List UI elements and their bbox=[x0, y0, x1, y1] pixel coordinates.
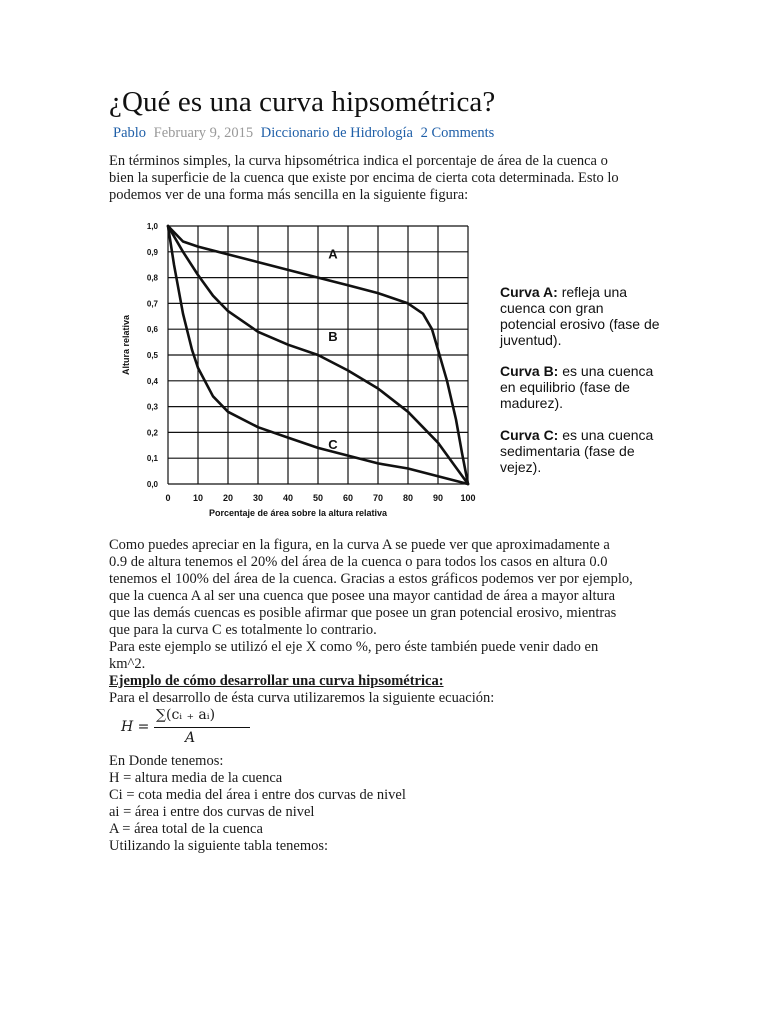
legend-curve-c-text-1: es una cuenca bbox=[558, 427, 654, 443]
category-link[interactable]: Diccionario de Hidrología bbox=[260, 125, 413, 141]
y-axis-label: Altura relativa bbox=[121, 314, 131, 376]
explanation-line-7: Para este ejemplo se utilizó el eje X como %, pero éste también puede venir dado en bbox=[109, 639, 599, 655]
formula-lhs: H = bbox=[121, 719, 150, 735]
example-intro: Para el desarrollo de ésta curva utilizaremos la siguiente ecuación: bbox=[109, 690, 495, 706]
intro-line-1: En términos simples, la curva hipsométrica indica el porcentaje de área de la cuenca o bbox=[109, 153, 608, 169]
x-tick-label: 20 bbox=[222, 493, 234, 503]
example-heading: Ejemplo de cómo desarrollar una curva hipsométrica: bbox=[109, 673, 444, 689]
legend-curve-b-text-3: madurez). bbox=[500, 395, 564, 411]
article-title: ¿Qué es una curva hipsométrica? bbox=[109, 86, 496, 118]
table-intro: Utilizando la siguiente tabla tenemos: bbox=[109, 838, 329, 854]
mean-height-formula bbox=[121, 705, 261, 750]
definition-h: H = altura media de la cuenca bbox=[109, 770, 283, 786]
formula-denominator: A bbox=[185, 730, 196, 746]
x-axis-label: Porcentaje de área sobre la altura relativa bbox=[208, 508, 388, 518]
legend-curve-c-title: Curva C: bbox=[500, 427, 559, 443]
x-tick-label: 100 bbox=[460, 493, 476, 503]
post-meta bbox=[113, 125, 494, 142]
fraction-bar bbox=[154, 727, 250, 728]
explanation-line-3: tenemos el 100% del área de la cuenca. Gracias a estos gráficos podemos ver por ejemplo, bbox=[109, 571, 633, 587]
explanation-line-2: 0.9 de altura tenemos el 20% del área de la cuenca o para todos los casos en altura 0.0 bbox=[109, 554, 608, 570]
legend-curve-b-text-2: en equilibrio (fase de bbox=[500, 379, 630, 395]
x-tick-label: 70 bbox=[372, 493, 384, 503]
x-tick-label: 90 bbox=[432, 493, 444, 503]
where-label: En Donde tenemos: bbox=[109, 753, 224, 769]
definition-a: A = área total de la cuenca bbox=[109, 821, 263, 837]
explanation-line-8: km^2. bbox=[109, 656, 146, 672]
x-tick-label: 60 bbox=[342, 493, 354, 503]
legend-curve-a bbox=[500, 284, 700, 348]
x-tick-label: 40 bbox=[282, 493, 294, 503]
y-tick-label: 0,9 bbox=[146, 247, 158, 257]
legend-curve-a-text-3: potencial erosivo (fase de bbox=[500, 316, 660, 332]
legend-curve-c-text-3: vejez). bbox=[500, 459, 542, 475]
y-tick-label: 0,5 bbox=[146, 351, 158, 360]
explanation-line-5: que las demás cuencas es posible afirmar que posee un gran potencial erosivo, mientras bbox=[109, 605, 617, 621]
legend-curve-c bbox=[500, 427, 700, 475]
legend-curve-b-text-1: es una cuenca bbox=[558, 363, 654, 379]
legend-curve-a-text-4: juventud). bbox=[500, 332, 562, 348]
legend-curve-a-text-2: cuenca con gran bbox=[500, 300, 604, 316]
y-tick-label: 0,4 bbox=[146, 376, 158, 386]
intro-line-2: bien la superficie de la cuenca que existe por encima de cierta cota determinada. Esto lo bbox=[109, 170, 619, 186]
x-tick-label: 30 bbox=[252, 493, 264, 503]
x-tick-label: 80 bbox=[402, 493, 414, 503]
y-tick-label: 0,1 bbox=[146, 454, 158, 464]
y-tick-label: 0,7 bbox=[146, 299, 158, 309]
x-tick-label: 10 bbox=[192, 493, 204, 503]
explanation-line-4: que la cuenca A al ser una cuenca que posee una mayor cantidad de área a mayor altura bbox=[109, 588, 616, 604]
y-tick-label: 0,2 bbox=[146, 428, 158, 438]
comments-link[interactable]: 2 Comments bbox=[420, 125, 495, 141]
y-tick-label: 0,0 bbox=[146, 480, 158, 489]
y-tick-label: 0,6 bbox=[146, 325, 158, 335]
curve-label-b: B bbox=[328, 328, 338, 344]
y-tick-label: 0,8 bbox=[146, 273, 158, 283]
explanation-line-6: que para la curva C es totalmente lo contrario. bbox=[109, 622, 377, 638]
legend-curve-a-text-1: refleja una bbox=[557, 284, 628, 300]
hypsometric-figure bbox=[110, 218, 700, 528]
definition-ai: ai = área i entre dos curvas de nivel bbox=[109, 804, 315, 820]
legend-curve-b-title: Curva B: bbox=[500, 363, 559, 379]
formula-numerator: ∑(cᵢ ₊ aᵢ) bbox=[156, 707, 216, 723]
curve-label-a: A bbox=[328, 246, 338, 262]
x-tick-label: 50 bbox=[312, 493, 324, 503]
definition-ci: Ci = cota media del área i entre dos curvas de nivel bbox=[109, 787, 406, 803]
post-date: February 9, 2015 bbox=[153, 125, 254, 141]
x-tick-label: 0 bbox=[165, 493, 171, 503]
y-tick-label: 0,3 bbox=[146, 402, 158, 412]
y-tick-label: 1,0 bbox=[146, 222, 158, 231]
legend-curve-a-title: Curva A: bbox=[500, 284, 558, 300]
explanation-line-1: Como puedes apreciar en la figura, en la curva A se puede ver que aproximadamente a bbox=[109, 537, 610, 553]
curve-label-c: C bbox=[328, 437, 338, 453]
author-link[interactable]: Pablo bbox=[113, 125, 147, 141]
intro-line-3: podemos ver de una forma más sencilla en la siguiente figura: bbox=[109, 187, 469, 203]
legend-curve-c-text-2: sedimentaria (fase de bbox=[500, 443, 635, 459]
legend-curve-b bbox=[500, 363, 700, 411]
hypsometric-chart bbox=[110, 218, 490, 528]
